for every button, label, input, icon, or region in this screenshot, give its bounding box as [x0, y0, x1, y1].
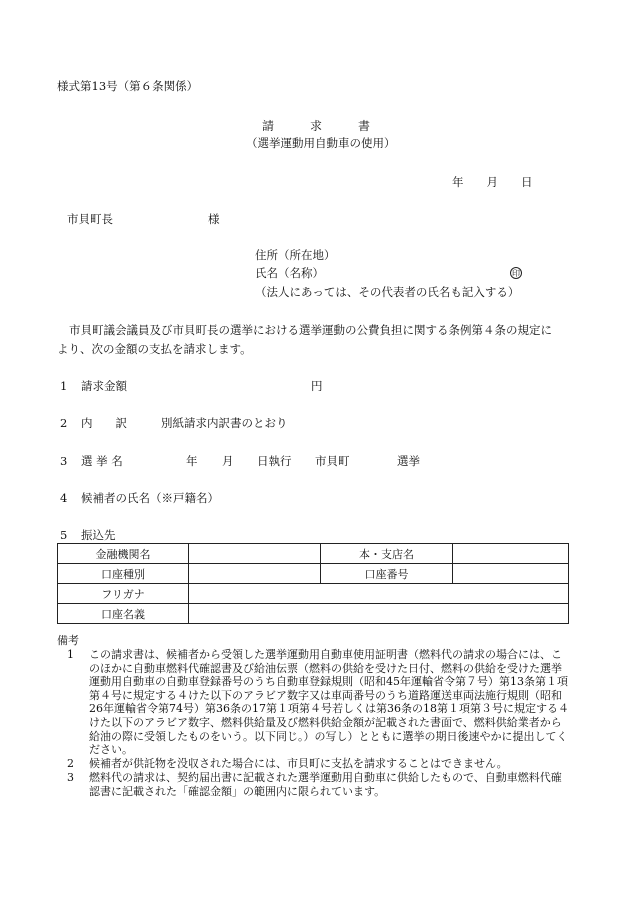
account-type-label: 口座種別 — [58, 564, 189, 584]
furigana-field[interactable] — [189, 584, 569, 604]
body-text-line-2: より、次の金額の支払を請求します。 — [57, 342, 252, 356]
document-subtitle: （選挙運動用自動車の使用） — [246, 136, 396, 150]
item-election-suffix: 選挙 — [397, 454, 420, 468]
bank-transfer-table — [57, 543, 569, 624]
addressee-honorific: 様 — [208, 212, 220, 226]
table-row — [58, 584, 569, 604]
account-number-label: 口座番号 — [321, 564, 453, 584]
document-title: 請 求 書 — [262, 119, 371, 133]
note-item — [67, 771, 572, 798]
account-type-field[interactable] — [189, 564, 321, 584]
item-breakdown-value: 別紙請求内訳書のとおり — [161, 416, 288, 430]
branch-label: 本・支店名 — [321, 544, 453, 564]
note-item — [67, 757, 572, 771]
item-election-number: 3 — [60, 454, 68, 468]
date-line: 年 月 日 — [452, 175, 533, 189]
item-candidate-number: 4 — [60, 491, 68, 505]
note-text: この請求書は、候補者から受領した選挙運動用自動車使用証明書（燃料代の請求の場合には、このほかに自動車燃料代確認書及び給油伝票（燃料の供給を受けた日付、燃料の供給を受けた選挙運動用自動車の自動車登録番号のうち自動車登録規則（昭和45年運輸省令第７号）第13条第１項第４号に規定する４けた以下のアラビア数字又は車両番号のうち道路運送車両法施行規則（昭和26年運輸省令第74号）第36条の17第１項第４号若しくは第36条の18第１項第３号に規定する４けた以下のアラビア数字、燃料供給量及び燃料供給金額が記載された書面で、燃料供給業者から給油の際に受領したものをいう。以下同じ。）の写し）とともに選挙の期日後速やかに提出してください。 — [89, 648, 569, 757]
item-election-day: 日執行 — [257, 454, 292, 468]
account-holder-field[interactable] — [189, 604, 569, 624]
item-transfer-label: 振込先 — [81, 528, 116, 542]
branch-field[interactable] — [453, 544, 569, 564]
item-breakdown-label: 内 訳 — [81, 416, 127, 430]
item-election-month: 月 — [222, 454, 234, 468]
seal-mark: 印 — [512, 269, 520, 278]
account-holder-label: 口座名義 — [58, 604, 189, 624]
table-row — [58, 564, 569, 584]
item-transfer-number: 5 — [60, 528, 68, 542]
item-election-label: 選 挙 名 — [81, 454, 123, 468]
note-item — [67, 648, 572, 757]
body-text-line-1: 市貝町議会議員及び市貝町長の選挙における選挙運動の公費負担に関する条例第４条の規定に — [69, 323, 552, 337]
item-amount-label: 請求金額 — [81, 379, 127, 393]
account-number-field[interactable] — [453, 564, 569, 584]
item-candidate-label: 候補者の氏名（※戸籍名） — [81, 491, 219, 505]
note-text: 燃料代の請求は、契約届出書に記載された選挙運動用自動車に供給したもので、自動車燃料代確認書に記載された「確認金額」の範囲内に限られています。 — [89, 771, 562, 798]
item-amount-unit: 円 — [311, 379, 323, 393]
furigana-label: フリガナ — [58, 584, 189, 604]
addressee: 市貝町長 — [67, 212, 113, 226]
name-label: 氏名（名称） — [255, 266, 324, 280]
note-number: 3 — [67, 771, 74, 784]
corporate-note: （法人にあっては、その代表者の氏名も記入する） — [255, 285, 520, 299]
address-label: 住所（所在地） — [255, 248, 336, 262]
item-election-year: 年 — [186, 454, 198, 468]
item-amount-number: 1 — [60, 379, 68, 393]
item-breakdown-number: 2 — [60, 416, 68, 430]
note-number: 2 — [67, 757, 74, 770]
bank-name-label: 金融機関名 — [58, 544, 189, 564]
item-election-town: 市貝町 — [315, 454, 350, 468]
note-number: 1 — [67, 648, 74, 661]
table-row — [58, 604, 569, 624]
form-number: 様式第13号（第６条関係） — [57, 79, 199, 93]
table-row — [58, 544, 569, 564]
notes-heading: 備考 — [57, 634, 79, 647]
note-text: 候補者が供託物を没収された場合には、市貝町に支払を請求することはできません。 — [89, 757, 508, 770]
bank-name-field[interactable] — [189, 544, 321, 564]
